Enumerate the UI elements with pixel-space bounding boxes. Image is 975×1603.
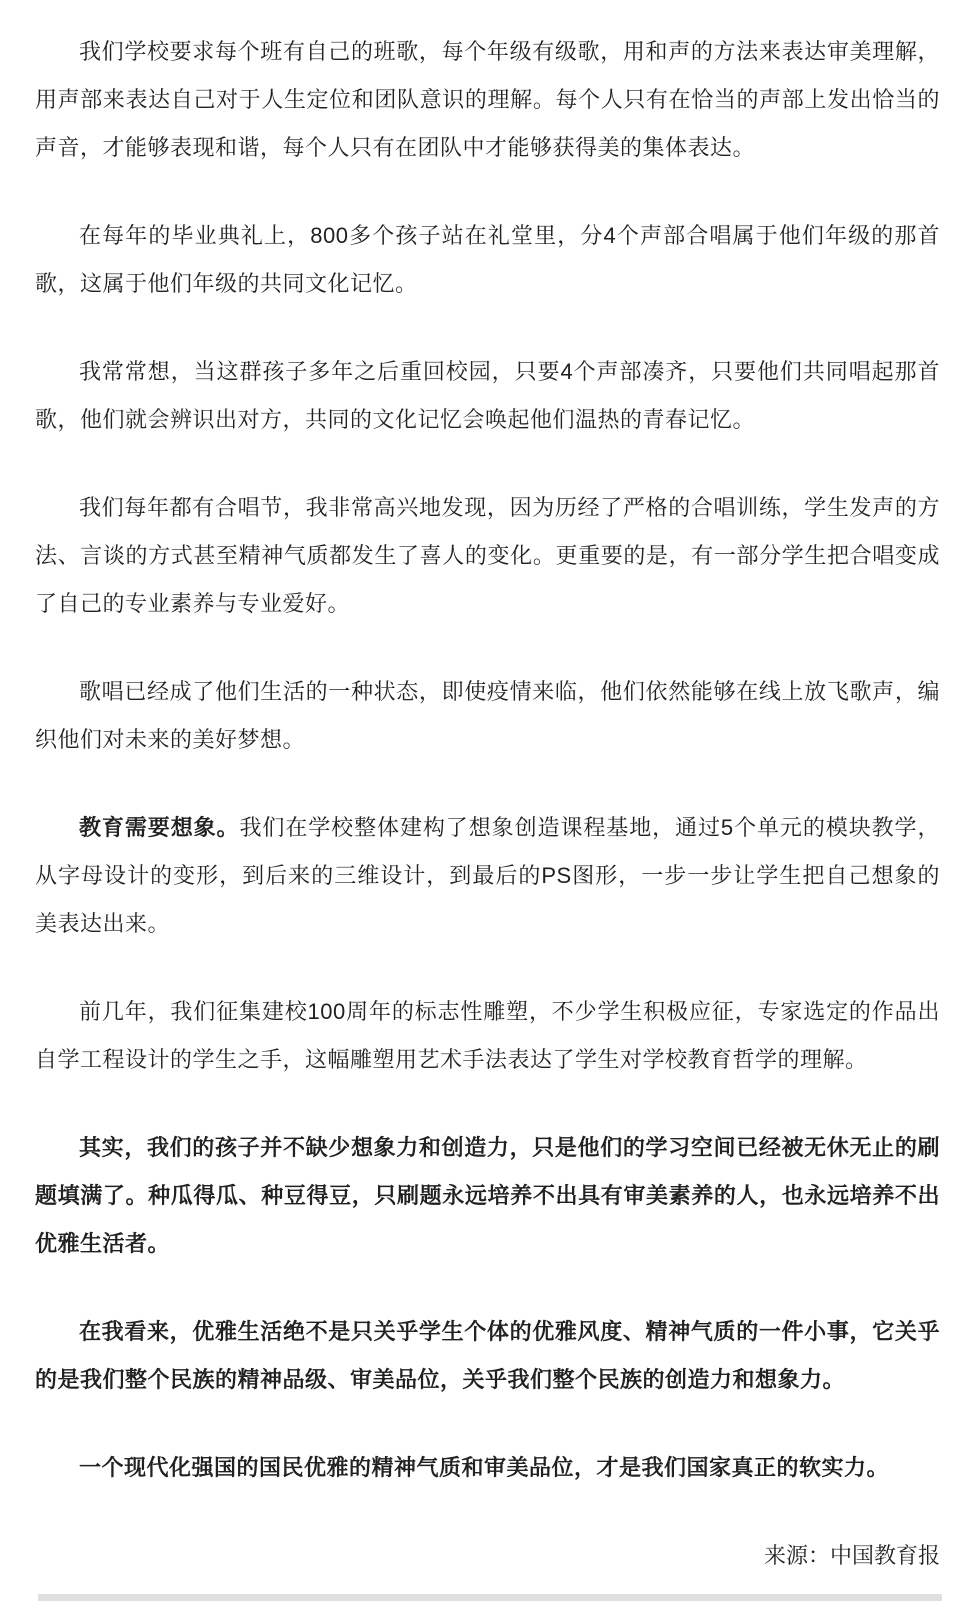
paragraph-text: 我们每年都有合唱节，我非常高兴地发现，因为历经了严格的合唱训练，学生发声的方法、言谈的方式甚至精神气质都发生了喜人的变化。更重要的是，有一部分学生把合唱变成了自己的专业素养与专业爱好。 xyxy=(35,495,940,616)
paragraph-text: 我们学校要求每个班有自己的班歌，每个年级有级歌，用和声的方法来表达审美理解，用声部来表达自己对于人生定位和团队意识的理解。每个人只有在恰当的声部上发出恰当的声音，才能够表现和谐，每个人只有在团队中才能够获得美的集体表达。 xyxy=(35,39,940,160)
paragraph-bold-lead: 教育需要想象。 xyxy=(79,815,240,840)
paragraph-bold-lead: 在我看来，优雅生活绝不是只关乎学生个体的优雅风度、精神气质的一件小事，它关乎的是我们整个民族的精神品级、审美品位，关乎我们整个民族的创造力和想象力。 xyxy=(35,1319,940,1392)
paragraph xyxy=(35,212,940,308)
paragraph-text: 我们在学校整体建构了想象创造课程基地，通过5个单元的模块教学，从字母设计的变形，到后来的三维设计，到最后的PS图形，一步一步让学生把自己想象的美表达出来。 xyxy=(35,815,940,936)
paragraph xyxy=(35,28,940,172)
paragraph-list xyxy=(35,28,940,1492)
paragraph xyxy=(35,348,940,444)
paragraph xyxy=(35,804,940,948)
paragraph xyxy=(35,484,940,628)
paragraph xyxy=(35,1444,940,1492)
paragraph xyxy=(35,988,940,1084)
paragraph xyxy=(35,668,940,764)
paragraph xyxy=(35,1124,940,1268)
source-attribution: 来源：中国教育报 xyxy=(763,1543,940,1568)
paragraph-text: 我常常想，当这群孩子多年之后重回校园，只要4个声部凑齐，只要他们共同唱起那首歌，他们就会辨识出对方，共同的文化记忆会唤起他们温热的青春记忆。 xyxy=(35,359,940,432)
next-image-top-edge xyxy=(38,1594,942,1601)
paragraph-text: 歌唱已经成了他们生活的一种状态，即使疫情来临，他们依然能够在线上放飞歌声，编织他们对未来的美好梦想。 xyxy=(35,679,940,752)
paragraph-text: 前几年，我们征集建校100周年的标志性雕塑，不少学生积极应征，专家选定的作品出自学工程设计的学生之手，这幅雕塑用艺术手法表达了学生对学校教育哲学的理解。 xyxy=(35,999,940,1072)
paragraph xyxy=(35,1308,940,1404)
paragraph-bold-lead: 一个现代化强国的国民优雅的精神气质和审美品位，才是我们国家真正的软实力。 xyxy=(79,1455,890,1480)
paragraph-text: 在每年的毕业典礼上，800多个孩子站在礼堂里，分4个声部合唱属于他们年级的那首歌，这属于他们年级的共同文化记忆。 xyxy=(35,223,940,296)
paragraph-bold-lead: 其实，我们的孩子并不缺少想象力和创造力，只是他们的学习空间已经被无休无止的刷题填满了。种瓜得瓜、种豆得豆，只刷题永远培养不出具有审美素养的人，也永远培养不出优雅生活者。 xyxy=(35,1135,940,1256)
